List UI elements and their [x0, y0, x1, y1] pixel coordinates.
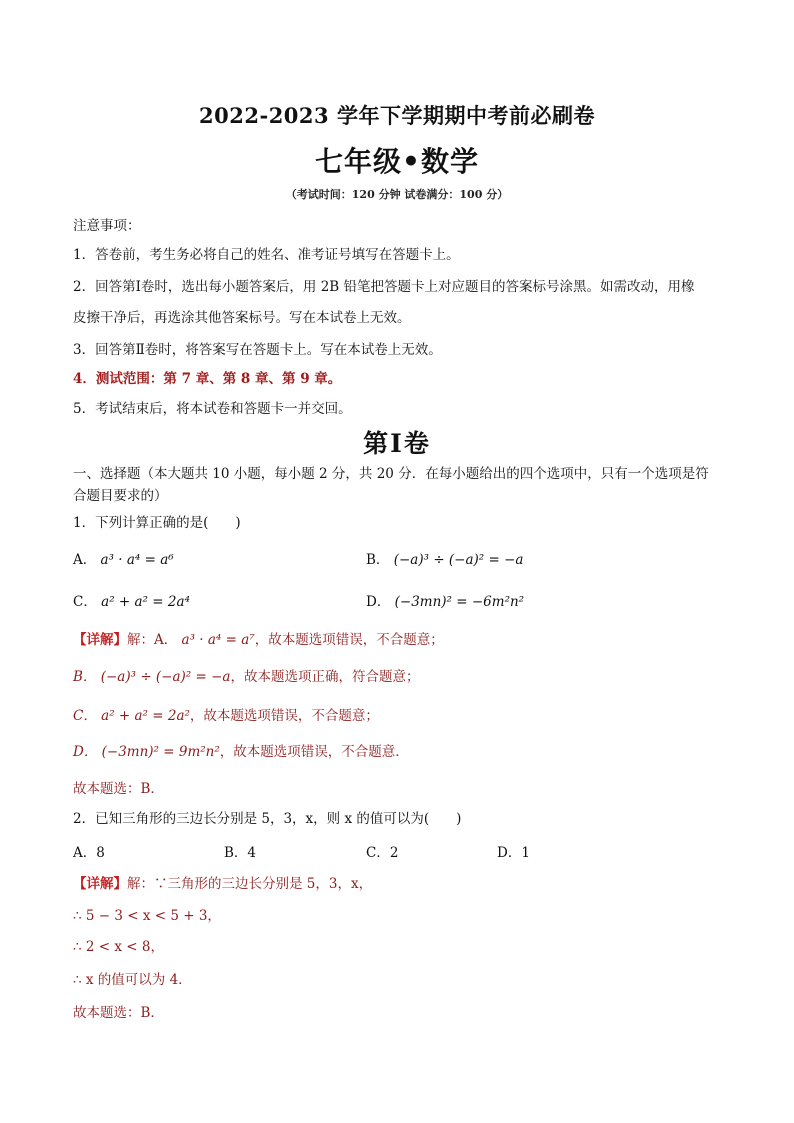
note-item-5: 5．考试结束后，将本试卷和答题卡一并交回。 — [73, 401, 352, 417]
q1-solution-c-expr: a² + a² = 2a² — [101, 708, 190, 724]
note-item-2-cont: 皮擦干净后，再选涂其他答案标号。写在本试卷上无效。 — [73, 310, 411, 326]
q2-solution-tag: 【详解】 — [73, 876, 127, 892]
q2-option-d: D．1 — [497, 845, 530, 861]
q2-answer: 故本题选：B． — [73, 1005, 164, 1021]
part1-instructions-line1: 一、选择题（本大题共 10 小题，每小题 2 分，共 20 分．在每小题给出的四个选项中，只有一个选项是符 — [73, 466, 709, 482]
note-item-4 — [73, 367, 341, 387]
q2-solution-2: ∴ 5 − 3 < x < 5 + 3， — [73, 908, 221, 924]
q2-option-c: C．2 — [366, 845, 399, 861]
q1-solution-a-expr: a³ · a⁴ = a⁷ — [181, 632, 255, 648]
q1-stem: 1．下列计算正确的是( ) — [73, 515, 241, 531]
q1-solution-c — [73, 704, 379, 724]
q1-solution-c-post: ，故本题选项错误，不合题意； — [189, 708, 379, 724]
q1-solution-b-pre: B． — [73, 669, 97, 685]
exam-title: 2022-2023 学年下学期期中考前必刷卷 — [199, 103, 595, 128]
q2-solution-4: ∴ x 的值可以为 4． — [73, 972, 192, 988]
q2-solution-1-text: 解：∵三角形的三边长分别是 5，3，x， — [127, 876, 373, 892]
q1-solution-tag: 【详解】 — [73, 632, 127, 648]
q1-solution-b-post: ，故本题选项正确，符合题意； — [230, 669, 420, 685]
q1-option-d-expr: (−3mn)² = −6m²n² — [394, 594, 525, 610]
note-item-2: 2．回答第Ⅰ卷时，选出每小题答案后，用 2B 铅笔把答题卡上对应题目的答案标号涂黑。如需改动，用橡 — [73, 279, 695, 295]
note-item-4-range: 第 7 章、第 8 章、第 9 章。 — [163, 371, 342, 387]
q1-answer: 故本题选：B． — [73, 781, 164, 797]
q1-option-c — [73, 590, 190, 610]
note-item-4-prefix: 4．测试范围： — [73, 371, 164, 387]
q1-solution-d — [73, 740, 409, 760]
q1-option-b-label: B． — [366, 552, 390, 568]
q1-solution-a-pre: 解：A． — [127, 632, 178, 648]
q2-solution-1 — [73, 872, 372, 892]
q1-solution-b-expr: (−a)³ ÷ (−a)² = −a — [100, 669, 231, 685]
q1-option-a-label: A． — [73, 552, 97, 568]
q1-option-a — [73, 548, 174, 568]
section-title: 第Ⅰ卷 — [363, 429, 431, 458]
q1-solution-c-pre: C． — [73, 708, 97, 724]
q1-option-b-expr: (−a)³ ÷ (−a)² = −a — [393, 552, 524, 568]
q1-solution-a-post: ，故本题选项错误，不合题意； — [254, 632, 444, 648]
notes-heading: 注意事项： — [73, 218, 141, 234]
q1-option-c-label: C． — [73, 594, 97, 610]
q1-option-d — [366, 590, 524, 610]
q2-solution-3: ∴ 2 < x < 8， — [73, 939, 164, 955]
note-item-1: 1．答卷前，考生务必将自己的姓名、准考证号填写在答题卡上。 — [73, 247, 460, 263]
q1-option-b — [366, 548, 523, 568]
q1-option-c-expr: a² + a² = 2a⁴ — [101, 594, 190, 610]
exam-subtitle: 七年级•数学 — [315, 145, 479, 178]
q2-option-b: B．4 — [224, 845, 257, 861]
part1-instructions-line2: 合题目要求的） — [73, 488, 168, 504]
q2-option-a: A．8 — [73, 845, 105, 861]
note-item-3: 3．回答第Ⅱ卷时，将答案写在答题卡上。写在本试卷上无效。 — [73, 342, 442, 358]
q2-stem: 2．已知三角形的三边长分别是 5，3，x，则 x 的值可以为( ) — [73, 811, 462, 827]
q1-option-a-expr: a³ · a⁴ = a⁶ — [100, 552, 174, 568]
q1-solution-a — [73, 628, 444, 648]
q1-solution-d-post: ，故本题选项错误，不合题意． — [219, 744, 409, 760]
q1-solution-d-pre: D． — [73, 744, 98, 760]
exam-meta: （考试时间：120 分钟 试卷满分：100 分） — [285, 188, 509, 201]
q1-solution-b — [73, 665, 419, 685]
q1-option-d-label: D． — [366, 594, 391, 610]
q1-solution-d-expr: (−3mn)² = 9m²n² — [101, 744, 220, 760]
